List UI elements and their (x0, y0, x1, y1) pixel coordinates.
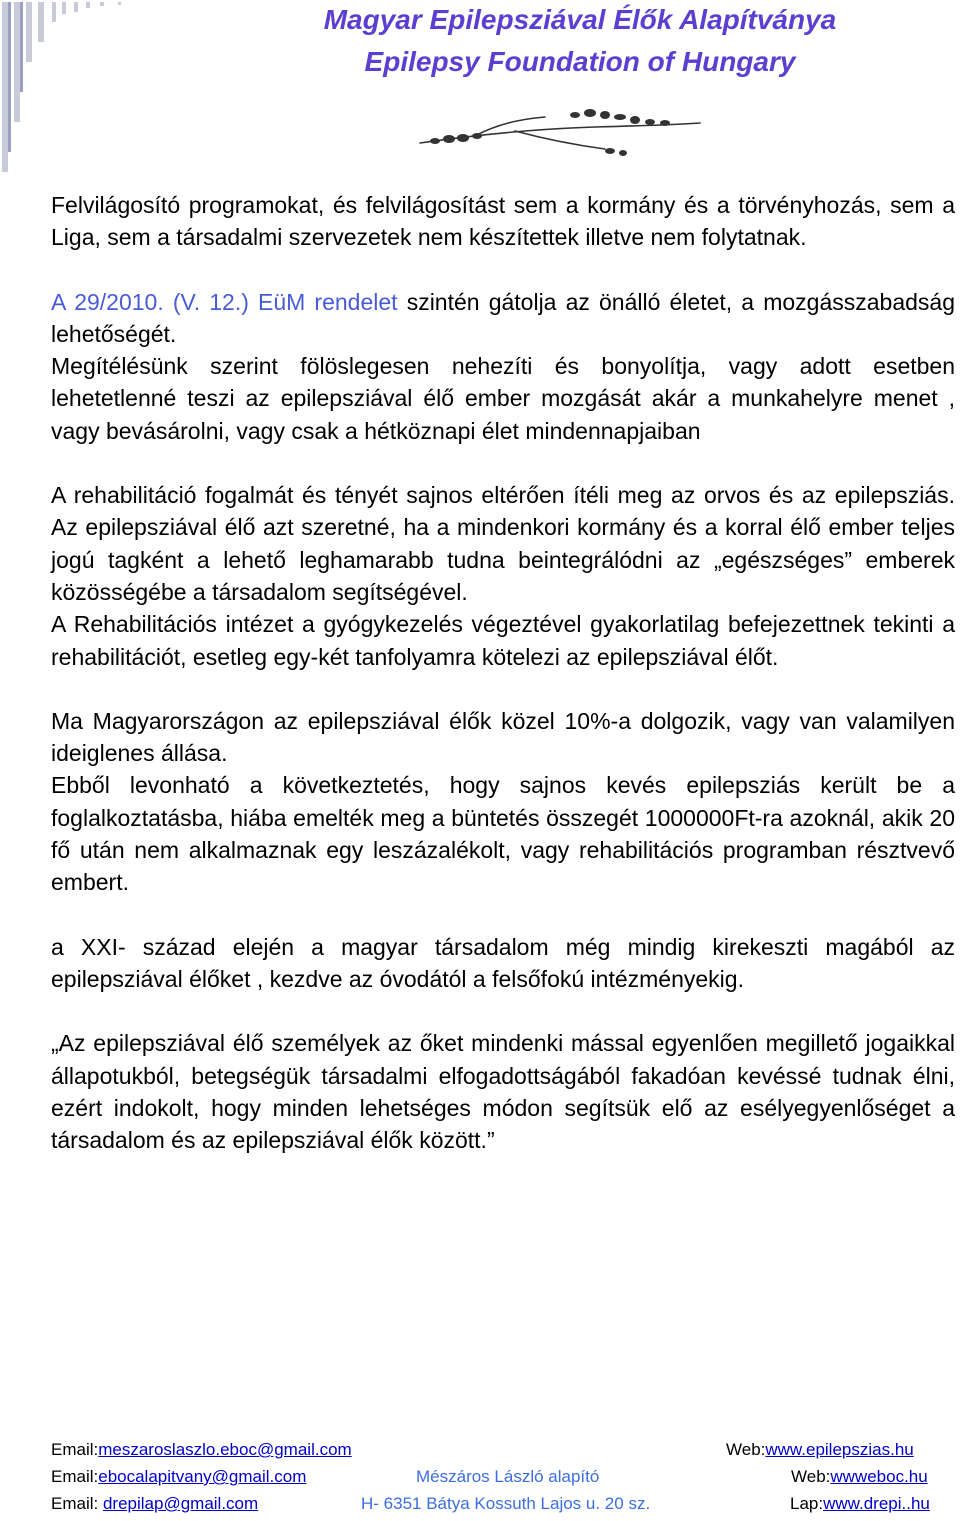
founder-name: Mészáros László alapító (416, 1467, 600, 1486)
header-title-en: Epilepsy Foundation of Hungary (364, 46, 796, 77)
postal-address: H- 6351 Bátya Kossuth Lajos u. 20 sz. (361, 1494, 651, 1513)
web-link[interactable]: wwweboc.hu (830, 1467, 928, 1486)
web-link[interactable]: www.drepi..hu (823, 1494, 930, 1513)
paragraph-info-programs: Felvilágosító programokat, és felvilágosítást sem a kormány és a törvényhozás, sem a Liga, sem a társadalmi szervezetek nem készítettek illetve nem folytatnak. (51, 192, 955, 251)
footer-email-3 (51, 1494, 258, 1514)
email-label: Email: (51, 1494, 103, 1513)
footer-email-2 (51, 1467, 306, 1487)
footer-web-3 (790, 1494, 930, 1514)
regulation-reference: A 29/2010. (V. 12.) EüM rendelet (51, 288, 398, 315)
footer-web-1 (726, 1440, 914, 1460)
footer-row-3 (51, 1494, 951, 1518)
lavender-logo-icon (415, 105, 705, 165)
web-label: Web: (726, 1440, 766, 1459)
email-label: Email: (51, 1440, 99, 1459)
footer-web-2 (791, 1467, 928, 1487)
web-label: Web: (791, 1467, 831, 1486)
paragraph-regulation (51, 286, 955, 351)
email-label: Email: (51, 1467, 99, 1486)
regulation-text: szintén gátolja az önálló életet, a mozgásszabadság lehetőségét. (51, 288, 955, 347)
paragraph-opinion: Megítélésünk szerint fölöslegesen nehezíti és bonyolítja, vagy adott esetben lehetetlenné teszi az epilepsziával élő ember mozgását akár a munkahelyre menet , vagy bevásárolni, vagy csak a hétköznapi élet mindennapjaiban (51, 353, 955, 444)
paragraph-quote: „Az epilepsziával élő személyek az őket mindenki mással egyenlően megillető jogaikkal állapotukból, betegségük társadalmi elfogadottságából fakadóan kevéssé tudnak élni, ezért indokolt, hogy minden lehetséges módon segítsük elő az esélyegyenlőséget a társadalom és az epilepsziával élők között.” (51, 1030, 955, 1154)
document-body (51, 189, 955, 1156)
footer-row-2 (51, 1467, 951, 1491)
footer-row-1 (51, 1440, 951, 1464)
footer-email-1 (51, 1440, 352, 1460)
email-link[interactable]: ebocalapitvany@gmail.com (98, 1467, 307, 1486)
paragraph-conclusion: Ebből levonható a következtetés, hogy sajnos kevés epilepsziás került be a foglalkoztatásba, hiába emelték meg a büntetés összegét 1000000Ft-ra azoknál, akik 20 fő után nem alkalmaznak egy leszázalékolt, vagy rehabilitációs programban résztvevő embert. (51, 772, 955, 896)
email-link[interactable]: drepilap@gmail.com (102, 1494, 259, 1513)
paragraph-institute: A Rehabilitációs intézet a gyógykezelés végeztével gyakorlatilag befejezettnek tekinti a rehabilitációt, esetleg egy-két tanfolyamra kötelezi az epilepsziával élőt. (51, 611, 955, 670)
corner-decoration (0, 0, 200, 180)
paragraph-exclusion: a XXI- század elején a magyar társadalom még mindig kirekeszti magából az epilepsziával élőket , kezdve az óvodától a felsőfokú intézményekig. (51, 933, 955, 992)
paragraph-rehabilitation: A rehabilitáció fogalmát és tényét sajnos eltérően ítéli meg az orvos és az epilepsziás. Az epilepsziával élő azt szeretné, ha a mindenkori kormány és a korral élő ember teljes jogú tagként a lehető leghamarabb tudna beintegrálódni az „egészséges” emberek közösségébe a társadalom segítségével. (51, 482, 955, 605)
email-link[interactable]: meszaroslaszlo.eboc@gmail.com (98, 1440, 352, 1459)
header-title-hu: Magyar Epilepsziával Élők Alapítványa (323, 4, 837, 35)
paragraph-employment: Ma Magyarországon az epilepsziával élők közel 10%-a dolgozik, vagy van valamilyen ideiglenes állása. (51, 707, 955, 767)
lap-label: Lap: (790, 1494, 824, 1513)
web-link[interactable]: www.epilepszias.hu (765, 1440, 914, 1459)
